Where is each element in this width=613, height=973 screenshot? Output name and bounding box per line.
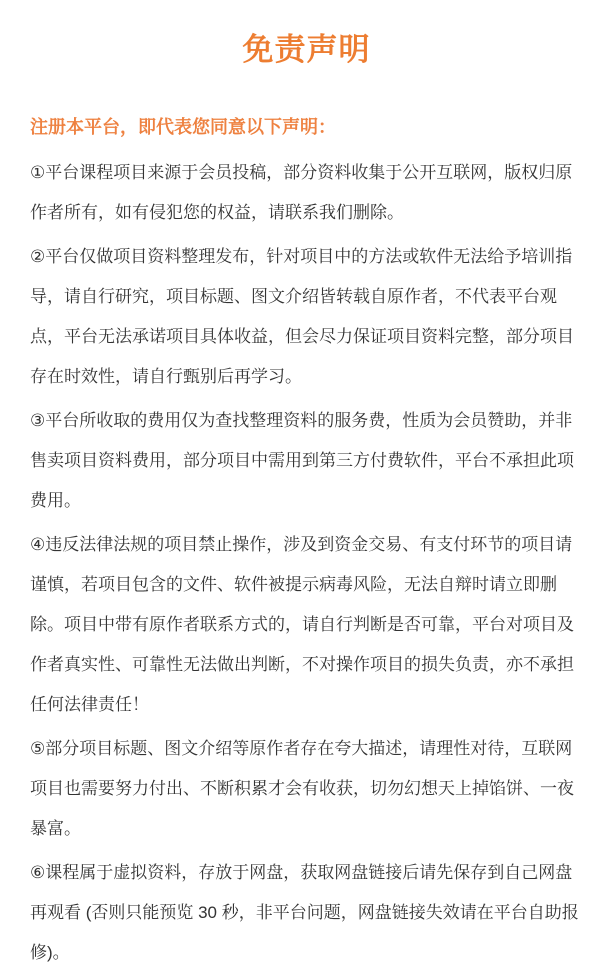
disclaimer-paragraph-2: ②平台仅做项目资料整理发布，针对项目中的方法或软件无法给予培训指导，请自行研究，项目标题、图文介绍皆转载自原作者，不代表平台观点，平台无法承诺项目具体收益，但会尽力保证项目资料完整，部分项目存在时效性，请自行甄别后再学习。	[30, 247, 574, 386]
disclaimer-paragraph-4: ④违反法律法规的项目禁止操作，涉及到资金交易、有支付环节的项目请谨慎，若项目包含的文件、软件被提示病毒风险，无法自辩时请立即删除。项目中带有原作者联系方式的，请自行判断是否可靠，平台对项目及作者真实性、可靠性无法做出判断，不对操作项目的损失负责，亦不承担任何法律责任！	[30, 535, 574, 714]
page-title: 免责声明	[242, 32, 371, 67]
disclaimer-paragraph-1: ①平台课程项目来源于会员投稿，部分资料收集于公开互联网，版权归原作者所有，如有侵犯您的权益，请联系我们删除。	[30, 163, 573, 222]
disclaimer-lead: 注册本平台，即代表您同意以下声明：	[30, 117, 336, 137]
disclaimer-content	[30, 153, 583, 973]
disclaimer-paragraph-3: ③平台所收取的费用仅为查找整理资料的服务费，性质为会员赞助，并非售卖项目资料费用，部分项目中需用到第三方付费软件，平台不承担此项费用。	[30, 411, 574, 510]
disclaimer-paragraph-6: ⑥课程属于虚拟资料，存放于网盘，获取网盘链接后请先保存到自己网盘再观看 (否则只能预览 30 秒，非平台问题，网盘链接失效请在平台自助报修)。	[30, 863, 579, 962]
disclaimer-paragraph-5: ⑤部分项目标题、图文介绍等原作者存在夸大描述，请理性对待，互联网项目也需要努力付出、不断积累才会有收获，切勿幻想天上掉馅饼、一夜暴富。	[30, 739, 574, 838]
